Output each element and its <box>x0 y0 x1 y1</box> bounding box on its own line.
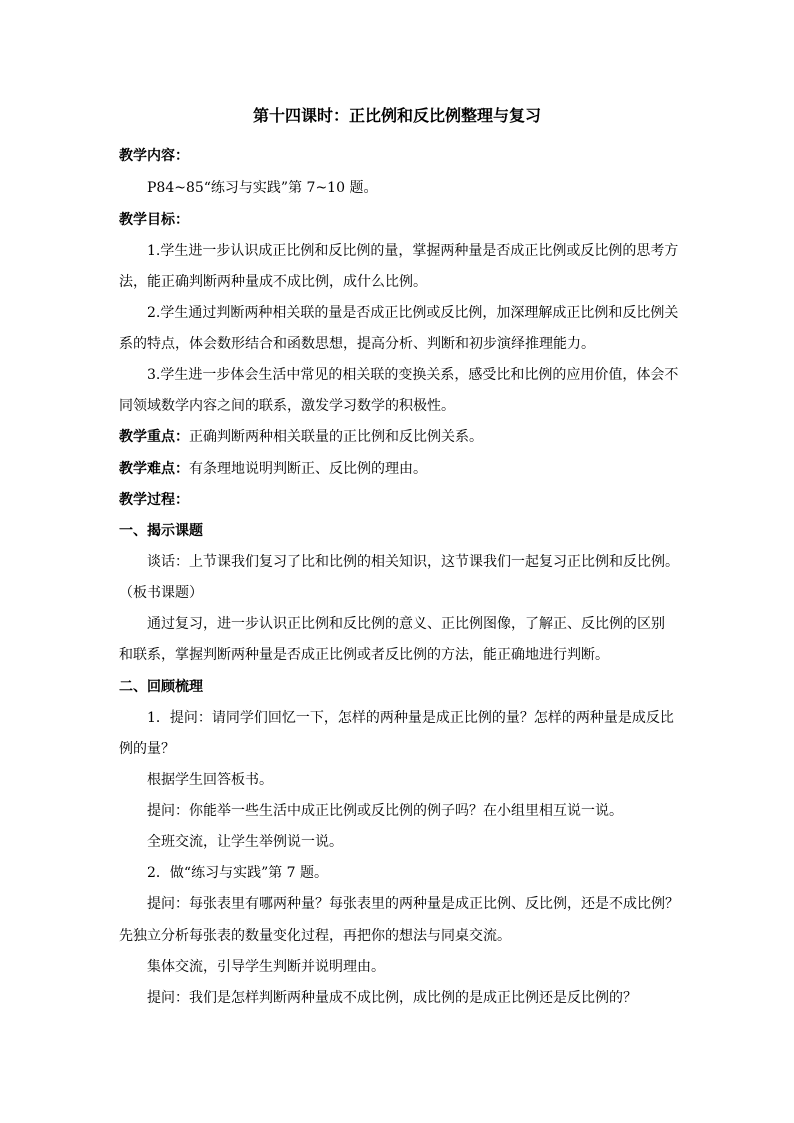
goal-3-line-2: 同领域数学内容之间的联系，激发学习数学的积极性。 <box>119 398 455 414</box>
difficulty-row <box>119 459 427 479</box>
section-2-para-4: 全班交流，让学生举例说一说。 <box>147 834 343 850</box>
goals-heading: 教学目标： <box>119 212 189 228</box>
section-2-para-1-line-2: 例的量？ <box>119 741 175 757</box>
section-2-para-6-line-2: 先独立分析每张表的数量变化过程，再把你的想法与同桌交流。 <box>119 928 511 944</box>
page-title: 第十四课时：正比例和反比例整理与复习 <box>252 106 541 125</box>
goal-2-line-2: 系的特点，体会数形结合和函数思想，提高分析、判断和初步演绎推理能力。 <box>119 336 595 352</box>
section-2-heading: 二、回顾梳理 <box>119 679 203 695</box>
section-1-para-1-line-2: （板书课题） <box>119 585 203 601</box>
section-2-para-3: 提问：你能举一些生活中成正比例或反比例的例子吗？在小组里相互说一说。 <box>147 803 623 819</box>
section-1-para-1-line-1: 谈话：上节课我们复习了比和比例的相关知识，这节课我们一起复习正比例和反比例。 <box>147 554 679 570</box>
goal-1-line-1: 1.学生进一步认识成正比例和反比例的量，掌握两种量是否成正比例或反比例的思考方 <box>147 243 679 259</box>
process-heading: 教学过程： <box>119 492 189 508</box>
section-1-para-2-line-1: 通过复习，进一步认识正比例和反比例的意义、正比例图像，了解正、反比例的区别 <box>147 616 665 632</box>
difficulty-text: 有条理地说明判断正、反比例的理由。 <box>189 461 427 477</box>
section-2-para-2: 根据学生回答板书。 <box>147 772 273 788</box>
section-1-heading: 一、揭示课题 <box>119 523 203 539</box>
goal-2-line-1: 2.学生通过判断两种相关联的量是否成正比例或反比例，加深理解成正比例和反比例关 <box>147 305 679 321</box>
content-heading: 教学内容： <box>119 148 189 164</box>
section-1-para-2-line-2: 和联系，掌握判断两种量是否成正比例或者反比例的方法，能正确地进行判断。 <box>119 647 609 663</box>
key-point-row <box>119 427 483 447</box>
goal-1-line-2: 法，能正确判断两种量成不成比例，成什么比例。 <box>119 274 427 290</box>
section-2-para-6-line-1: 提问：每张表里有哪两种量？每张表里的两种量是成正比例、反比例，还是不成比例？ <box>147 896 679 912</box>
section-2-para-8: 提问：我们是怎样判断两种量成不成比例，成比例的是成正比例还是反比例的？ <box>147 990 637 1006</box>
section-2-para-1-line-1: 1．提问：请同学们回忆一下，怎样的两种量是成正比例的量？怎样的两种量是成反比 <box>147 710 674 726</box>
key-point-label: 教学重点： <box>119 429 189 445</box>
section-2-para-5: 2．做“练习与实践”第 7 题。 <box>147 865 329 881</box>
content-text: P84~85“练习与实践”第 7~10 题。 <box>147 180 378 196</box>
difficulty-label: 教学难点： <box>119 461 189 477</box>
section-2-para-7: 集体交流，引导学生判断并说明理由。 <box>147 959 385 975</box>
goal-3-line-1: 3.学生进一步体会生活中常见的相关联的变换关系，感受比和比例的应用价值，体会不 <box>147 367 679 383</box>
key-point-text: 正确判断两种相关联量的正比例和反比例关系。 <box>189 429 483 445</box>
